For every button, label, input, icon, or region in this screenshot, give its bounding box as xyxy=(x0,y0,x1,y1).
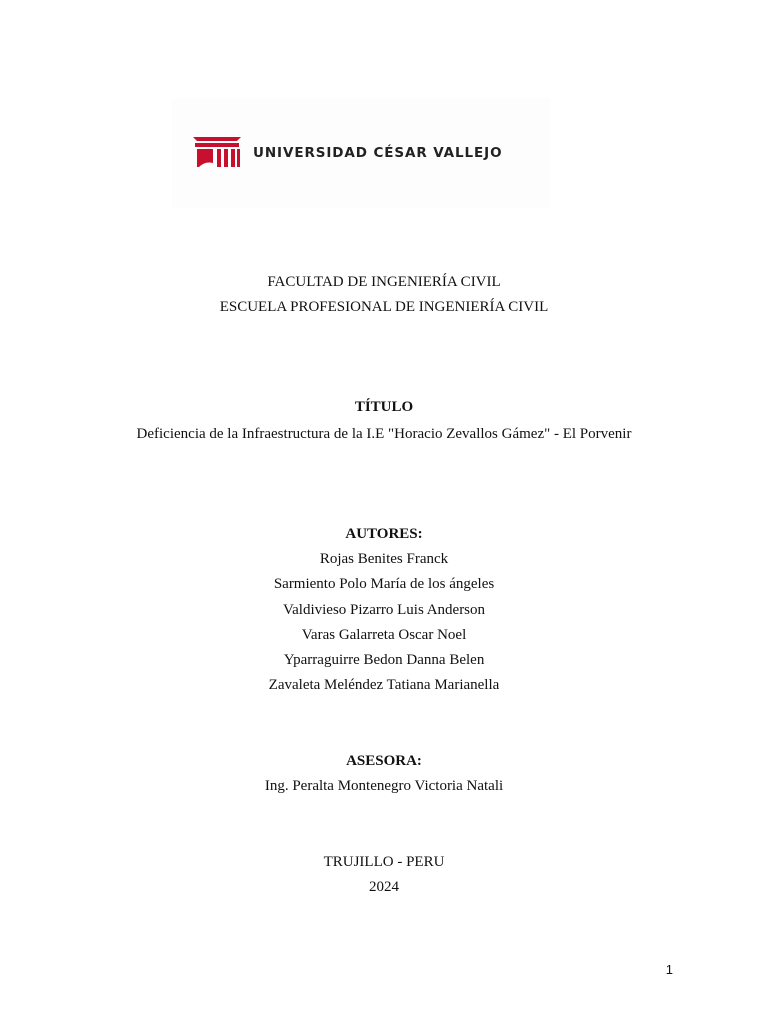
ucv-shield-icon xyxy=(193,137,241,169)
document-title: Deficiencia de la Infraestructura de la I.E "Horacio Zevallos Gámez" - El Porvenir xyxy=(136,426,632,442)
author-name: Varas Galarreta Oscar Noel xyxy=(301,627,467,643)
title-heading: TÍTULO xyxy=(354,399,414,415)
author-name: Yparraguirre Bedon Danna Belen xyxy=(283,652,485,668)
author-name: Zavaleta Meléndez Tatiana Marianella xyxy=(268,677,500,693)
authors-heading: AUTORES: xyxy=(345,526,423,542)
year: 2024 xyxy=(369,879,399,895)
faculty-name: FACULTAD DE INGENIERÍA CIVIL xyxy=(267,274,501,290)
author-name: Sarmiento Polo María de los ángeles xyxy=(273,576,495,592)
university-logo xyxy=(172,98,550,208)
author-name: Valdivieso Pizarro Luis Anderson xyxy=(282,602,486,618)
page-number: 1 xyxy=(665,962,673,977)
advisor-name: Ing. Peralta Montenegro Victoria Natali xyxy=(264,778,504,794)
location: TRUJILLO - PERU xyxy=(323,854,445,870)
advisor-heading: ASESORA: xyxy=(346,753,422,769)
university-name: UNIVERSIDAD CÉSAR VALLEJO xyxy=(253,145,503,161)
author-name: Rojas Benites Franck xyxy=(319,551,449,567)
school-name: ESCUELA PROFESIONAL DE INGENIERÍA CIVIL xyxy=(219,299,549,315)
